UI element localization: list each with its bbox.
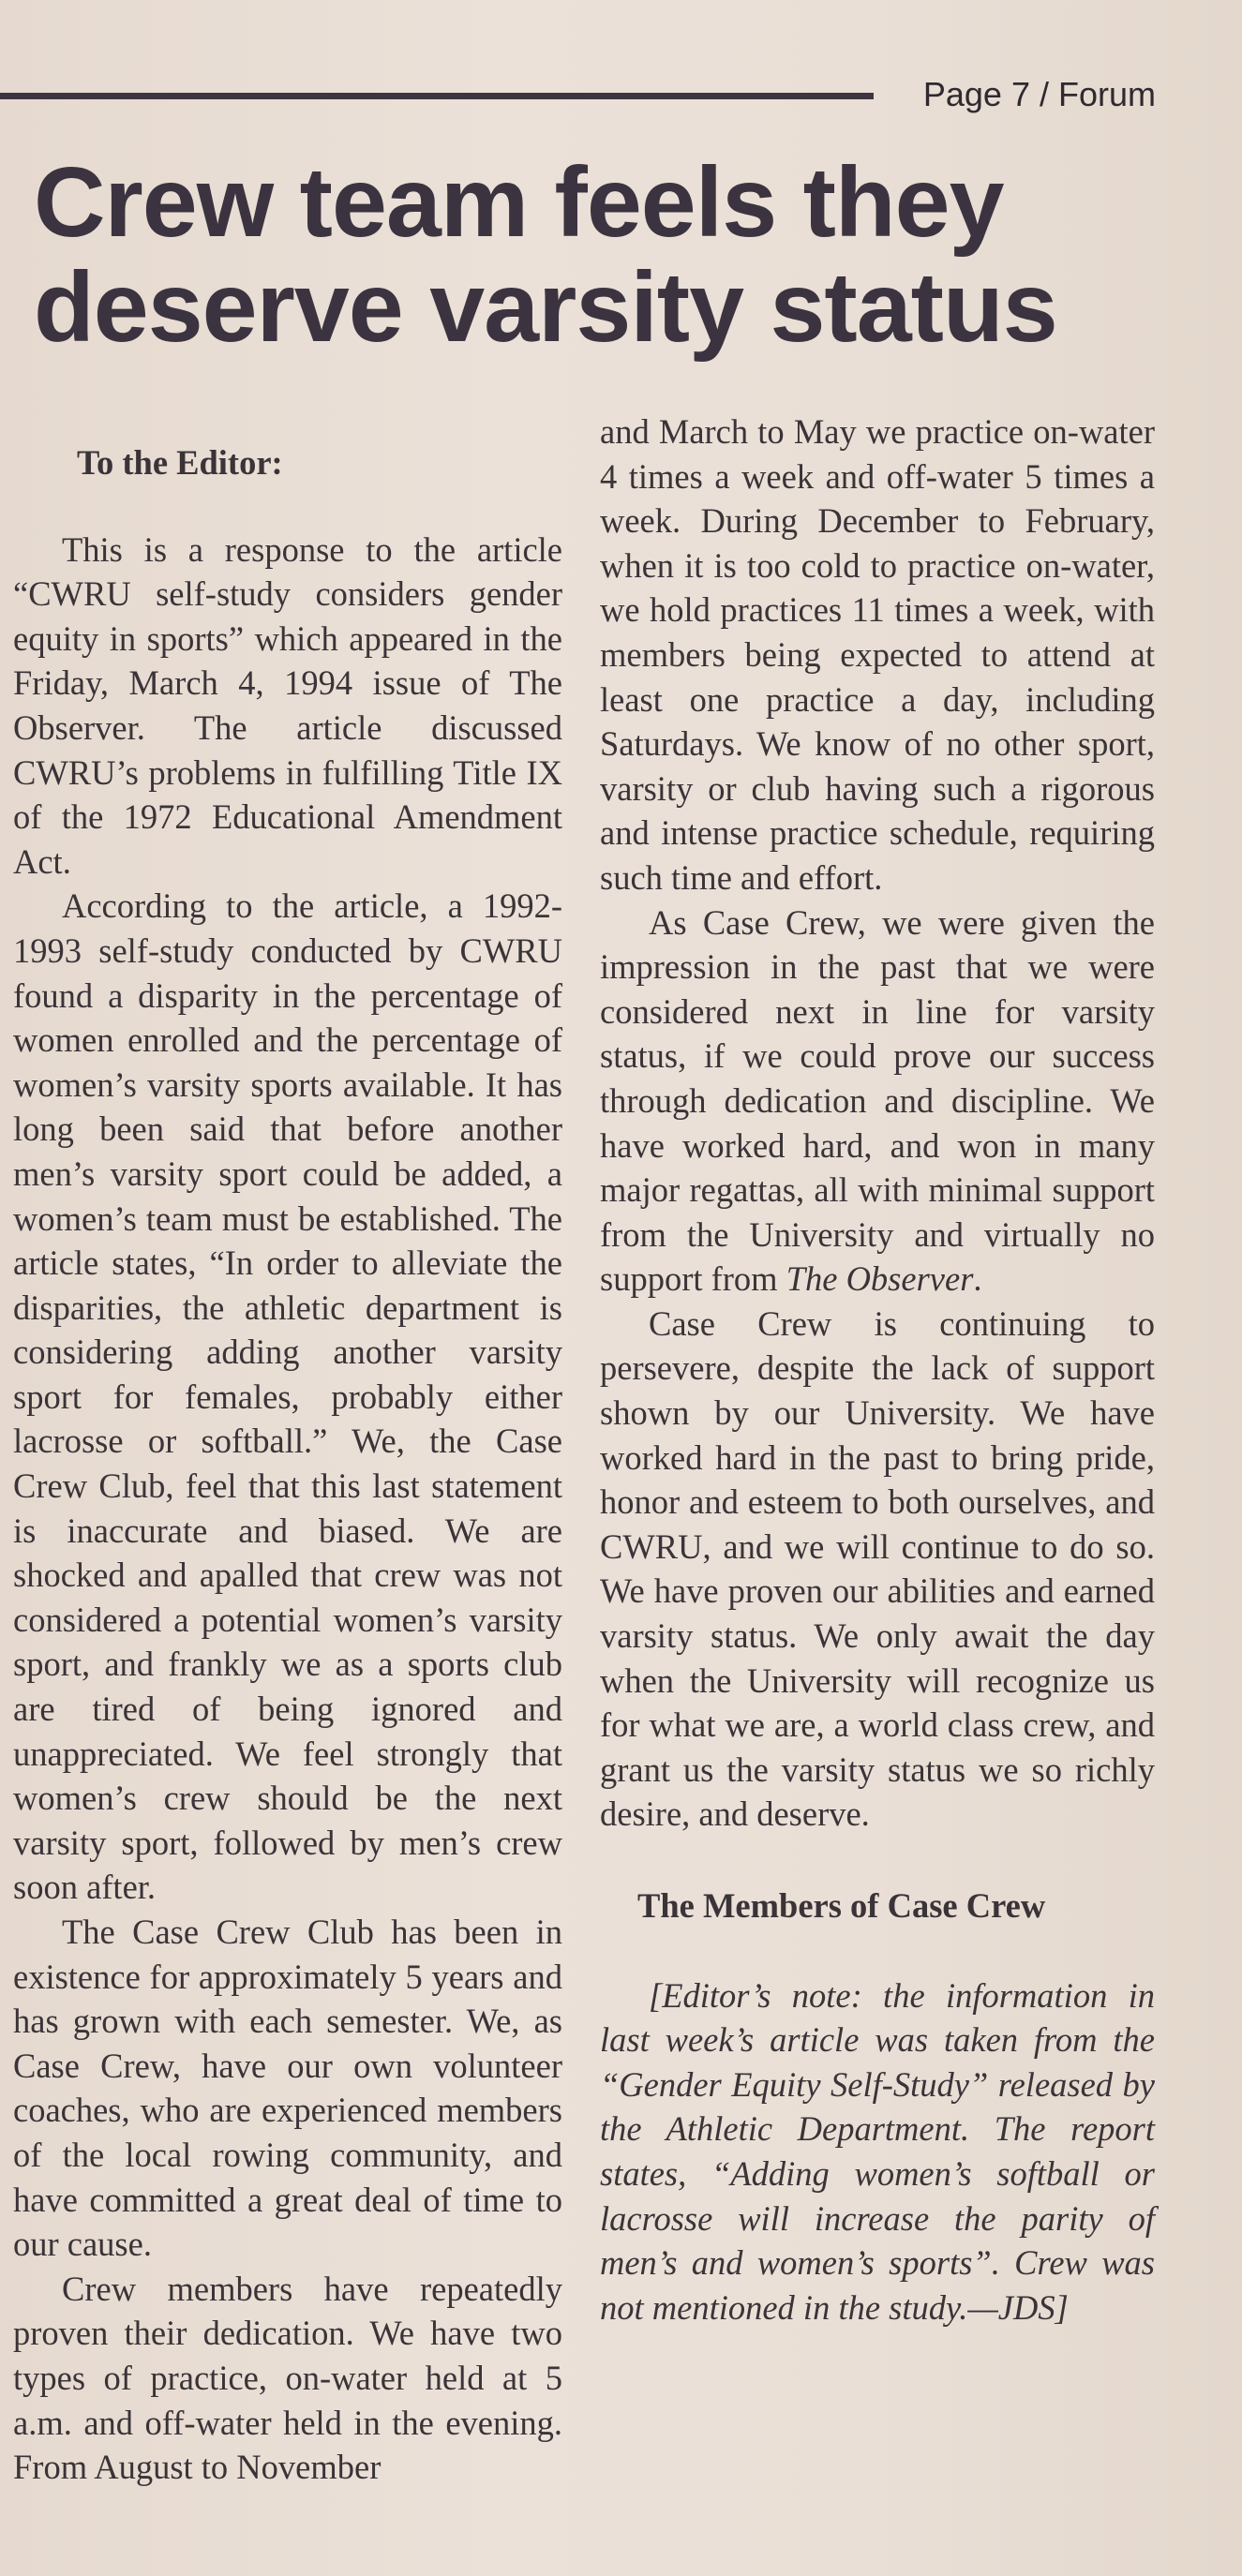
right-column — [600, 409, 1155, 2330]
publication-name: The Observer — [786, 1259, 974, 1299]
headline: Crew team feels they deserve varsity status — [34, 147, 1057, 363]
header-rule — [0, 93, 874, 99]
paragraph-4: Crew members have repeatedly proven their dedication. We have two types of practice, on-water held at 5 a.m. and off-water held in the evening. From August to November — [13, 2269, 562, 2487]
salutation: To the Editor: — [77, 443, 283, 482]
editors-note: [Editor’s note: the information in last week’s article was taken from the “Gender Equity Self-Study” released by the Athletic Department. The report states, “Adding women’s softball or lacrosse will increase the parity of men’s and women’s sports”. Crew was not mentioned in the study.—JDS] — [600, 1975, 1155, 2327]
paragraph-2: According to the article, a 1992-1993 self-study conducted by CWRU found a disparity in the percentage of women enrolled and the percentage of women’s varsity sports available. It has long been said that before another men’s varsity sport could be added, a women’s team must be established. The article states, “In order to alleviate the disparities, the athletic department is considering adding another varsity sport for females, probably either lacrosse or softball.” We, the Case Crew Club, feel that this last statement is inaccurate and biased. We are shocked and apalled that crew was not considered a potential women’s varsity sport, and frankly we as a sports club are tired of being ignored and unappreciated. We feel strongly that women’s crew should be the next varsity sport, followed by men’s crew soon after. — [13, 886, 562, 1907]
paragraph-5-text: As Case Crew, we were given the impression in the past that we were considered next in line for varsity status, if we could prove our success through dedication and discipline. We have worked hard, and won in many major regattas, all with minimal support from the University and virtually no support from — [600, 902, 1155, 1299]
paragraph-3: The Case Crew Club has been in existence for approximately 5 years and has grown with each semester. We, as Case Crew, have our own volunteer coaches, who are experienced members of the local rowing community, and have committed a great deal of time to our cause. — [13, 1913, 562, 2264]
paragraph-5-end: . — [973, 1259, 982, 1299]
page-label: Page 7 / Forum — [922, 75, 1156, 113]
paragraph-6: Case Crew is continuing to persevere, despite the lack of support shown by our University. We have worked hard in the past to bring pride, honor and esteem to both ourselves, and CWRU, and we will continue to do so. We have proven our abilities and earned varsity status. We only await the day when the University will recognize us for what we are, a world class crew, and grant us the varsity status we so richly desire, and deserve. — [600, 1303, 1155, 1834]
paragraph-1: This is a response to the article “CWRU self-study considers gender equity in sports” which appeared in the Friday, March 4, 1994 issue of The Observer. The article discussed CWRU’s problems in fulfilling Title IX of the 1972 Educational Amendment Act. — [13, 529, 562, 881]
paragraph-continuation: and March to May we practice on-water 4 times a week and off-water 5 times a week. During December to February, when it is too cold to practice on-water, we hold practices 11 times a week, with members being expected to attend at least one practice a day, including Saturdays. We know of no other sport, varsity or club having such a rigorous and intense practice schedule, requiring such time and effort. — [600, 412, 1155, 897]
signature: The Members of Case Crew — [637, 1886, 1046, 1925]
paragraph-5 — [600, 901, 1155, 1302]
left-column — [13, 440, 562, 2490]
